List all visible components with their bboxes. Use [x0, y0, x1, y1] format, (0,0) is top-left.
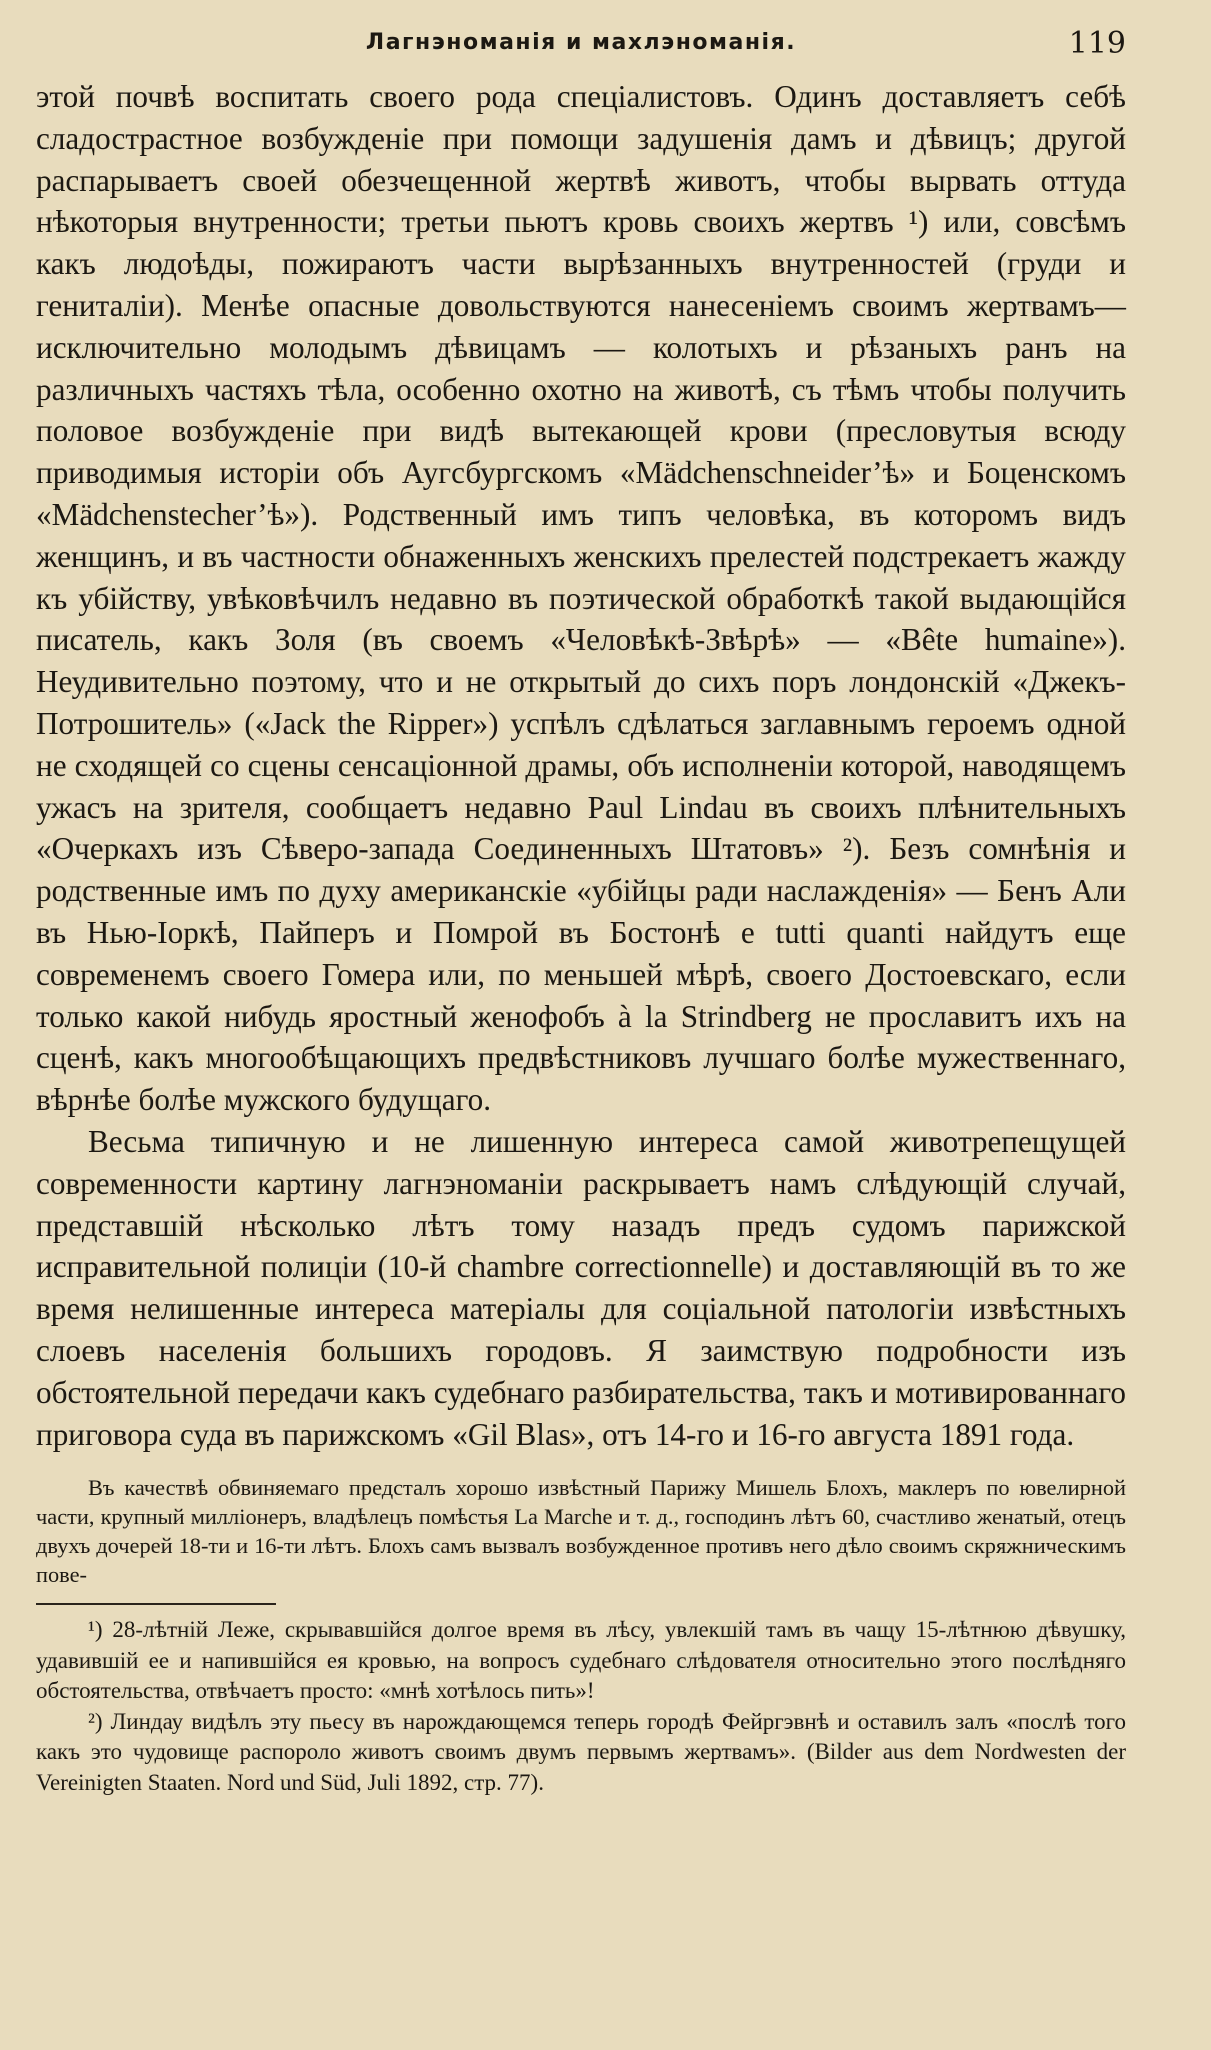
- footnote-divider: [36, 1603, 276, 1605]
- footnote-2: ²) Линдау видѣлъ эту пьесу въ нарождающемся теперь городѣ Фейргэвнѣ и оставилъ залъ «послѣ того какъ это чудовище распороло животъ своимъ двумъ первымъ жертвамъ». (Bilder aus dem Nordwesten der Vereinigten Staaten. Nord und Süd, Juli 1892, стр. 77).: [36, 1708, 1126, 1795]
- page-header: [36, 18, 1126, 76]
- paragraph-case: Весьма типичную и не лишенную интереса самой животрепещущей современности картину лагнэноманіи раскрываетъ намъ слѣдующій случай, представшій нѣсколько лѣтъ тому назадъ предъ судомъ парижской исправительной полиціи (10-й chambre correctionnelle) и доставляющій въ то же время нелишенные интереса матеріалы для соціальной патологіи извѣстныхъ слоевъ населенія большихъ городовъ. Я заимствую подробности изъ обстоятельной передачи какъ судебнаго разбирательства, такъ и мотивированнаго приговора суда въ парижскомъ «Gil Blas», отъ 14-го и 16-го августа 1891 года.: [36, 1123, 1126, 1452]
- footnote-1: ¹) 28-лѣтній Леже, скрывавшійся долгое время въ лѣсу, увлекшій тамъ въ чащу 15-лѣтнюю дѣвушку, удавившій ее и напившійся ея кровью, на вопросъ судебнаго слѣдователя относительно этого послѣдняго обстоятельства, отвѣчаетъ просто: «мнѣ хотѣлось пить»!: [36, 1617, 1126, 1704]
- book-page: [36, 18, 1126, 2028]
- small-print-paragraph: Въ качествѣ обвиняемаго предсталъ хорошо извѣстный Парижу Мишель Блохъ, маклеръ по ювелирной части, крупный милліонеръ, владѣлецъ помѣстья La Marche и т. д., господинъ лѣтъ 60, счастливо женатый, отецъ двухъ дочерей 18-ти и 16-ти лѣтъ. Блохъ самъ вызвалъ возбужденное противъ него дѣло своимъ скряжническимъ пове-: [36, 1475, 1126, 1588]
- page-number: 119: [1068, 26, 1126, 61]
- running-title: Лагнэноманія и махлэноманія.: [365, 30, 797, 55]
- paragraph-continued: этой почвѣ воспитать своего рода спеціалистовъ. Одинъ доставляетъ себѣ сладострастное возбужденіе при помощи задушенія дамъ и дѣвицъ; другой распарываетъ своей обезчещенной жертвѣ животъ, чтобы вырвать оттуда нѣкоторыя внутренности; третьи пьютъ кровь своихъ жертвъ ¹) или, совсѣмъ какъ людоѣды, пожираютъ части вырѣзанныхъ внутренностей (груди и гениталіи). Менѣе опасные довольствуются нанесеніемъ своимъ жертвамъ—исключительно молодымъ дѣвицамъ — колотыхъ и рѣзаныхъ ранъ на различныхъ частяхъ тѣла, особенно охотно на животѣ, съ тѣмъ чтобы получить половое возбужденіе при видѣ вытекающей крови (пресловутыя всюду приводимыя исторіи объ Аугсбургскомъ «Mädchenschneider’ѣ» и Боценскомъ «Mädchenstecher’ѣ»). Родственный имъ типъ человѣка, въ которомъ видъ женщинъ, и въ частности обнаженныхъ женскихъ прелестей подстрекаетъ жажду къ убійству, увѣковѣчилъ недавно въ поэтической обработкѣ такой выдающійся писатель, какъ Золя (въ своемъ «Человѣкѣ-Звѣрѣ» — «Bête humaine»). Неудивительно поэтому, что и не открытый до сихъ поръ лондонскій «Джекъ-Потрошитель» («Jack the Ripper») успѣлъ сдѣлаться заглавнымъ героемъ одной не сходящей со сцены сенсаціонной драмы, объ исполненіи которой, наводящемъ ужасъ на зрителя, сообщаетъ недавно Paul Lindau въ своихъ плѣнительныхъ «Очеркахъ изъ Сѣверо-запада Соединенныхъ Штатовъ» ²). Безъ сомнѣнія и родственные имъ по духу американскіе «убійцы ради наслажденія» — Бенъ Али въ Нью-Іоркѣ, Пайперъ и Помрой въ Бостонѣ e tutti quanti найдутъ еще современемъ своего Гомера или, по меньшей мѣрѣ, своего Достоевскаго, если только какой нибудь яростный женофобъ à la Strindberg не прославитъ ихъ на сценѣ, какъ многообѣщающихъ предвѣстниковъ лучшаго болѣе мужественнаго, вѣрнѣе болѣе мужского будущаго.: [36, 79, 1126, 1118]
